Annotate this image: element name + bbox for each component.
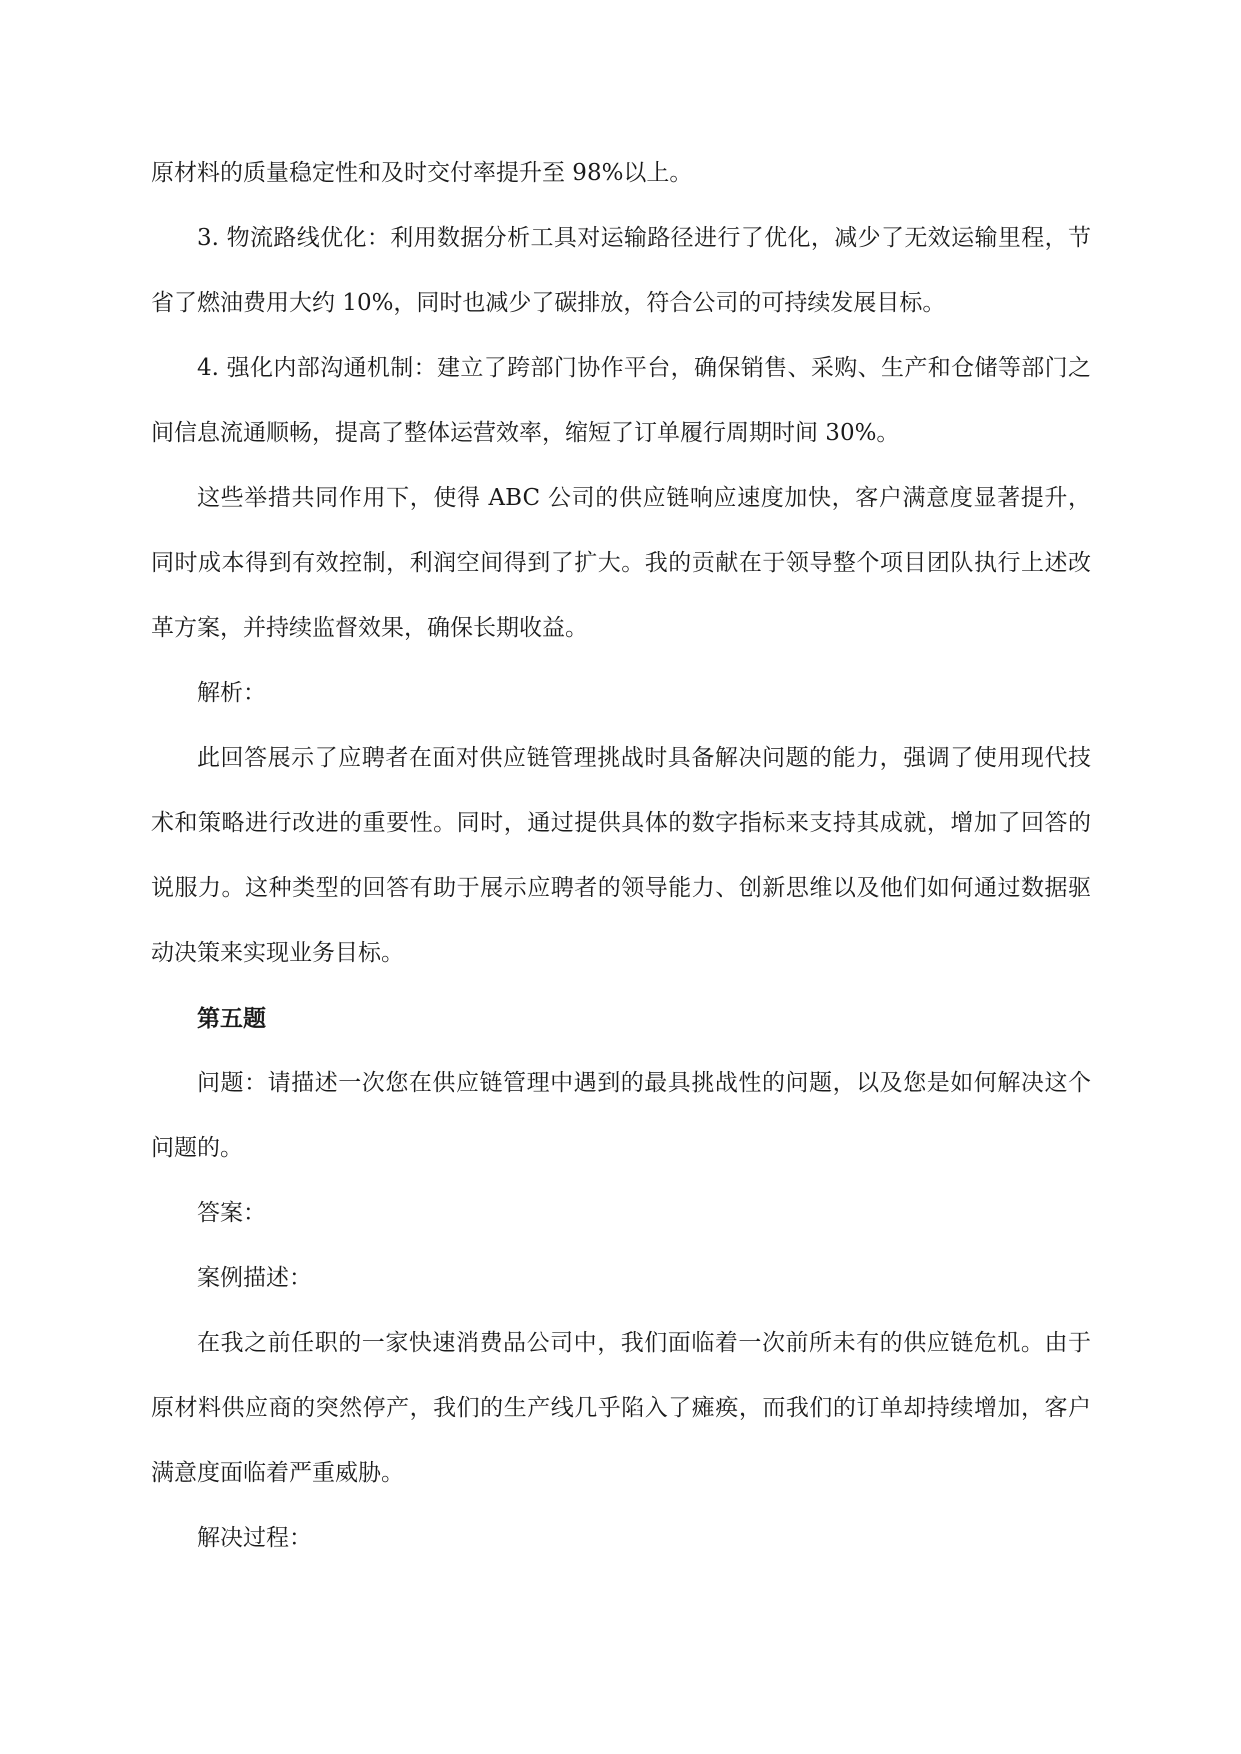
paragraph-analysis-label: 解析： bbox=[197, 680, 266, 706]
paragraph-case-description: 在我之前任职的一家快速消费品公司中，我们面临着一次前所未有的供应链危机。由于原材料供应商的突然停产，我们的生产线几乎陷入了瘫痪，而我们的订单却持续增加，客户满意度面临着严重威胁。 bbox=[151, 1330, 1091, 1486]
paragraph-internal-communication: 4. 强化内部沟通机制：建立了跨部门协作平台，确保销售、采购、生产和仓储等部门之间信息流通顺畅，提高了整体运营效率，缩短了订单履行周期时间 30%。 bbox=[151, 355, 1091, 446]
paragraph-material-quality: 原材料的质量稳定性和及时交付率提升至 98%以上。 bbox=[151, 160, 693, 186]
paragraph-analysis-text: 此回答展示了应聘者在面对供应链管理挑战时具备解决问题的能力，强调了使用现代技术和策略进行改进的重要性。同时，通过提供具体的数字指标来支持其成就，增加了回答的说服力。这种类型的回答有助于展示应聘者的领导能力、创新思维以及他们如何通过数据驱动决策来实现业务目标。 bbox=[151, 745, 1091, 966]
paragraph-solution-label: 解决过程： bbox=[197, 1525, 312, 1551]
paragraph-case-label: 案例描述： bbox=[197, 1265, 312, 1291]
document-body bbox=[151, 141, 1091, 1571]
paragraph-logistics-optimization: 3. 物流路线优化：利用数据分析工具对运输路径进行了优化，减少了无效运输里程，节省了燃油费用大约 10%，同时也减少了碳排放，符合公司的可持续发展目标。 bbox=[151, 225, 1091, 316]
paragraph-question: 问题：请描述一次您在供应链管理中遇到的最具挑战性的问题，以及您是如何解决这个问题的。 bbox=[151, 1070, 1091, 1161]
paragraph-results-summary: 这些举措共同作用下，使得 ABC 公司的供应链响应速度加快，客户满意度显著提升，同时成本得到有效控制，利润空间得到了扩大。我的贡献在于领导整个项目团队执行上述改革方案，并持续监督效果，确保长期收益。 bbox=[151, 485, 1091, 641]
section-heading-question-five: 第五题 bbox=[197, 1005, 266, 1032]
paragraph-answer-label: 答案： bbox=[197, 1200, 266, 1226]
